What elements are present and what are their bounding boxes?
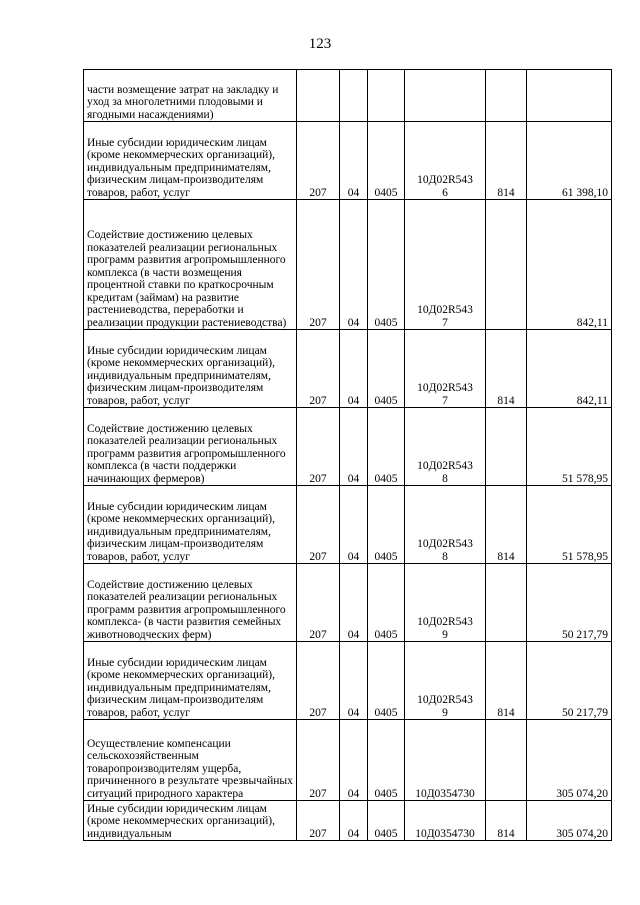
table-row: [84, 70, 612, 122]
table-row: [84, 330, 612, 408]
table-row: [84, 200, 612, 330]
row-amount: 305 074,20: [527, 720, 612, 801]
row-subsection-code: 0405: [368, 642, 405, 720]
row-amount: 51 578,95: [527, 486, 612, 564]
row-section-code: 04: [340, 330, 368, 408]
row-ministry-code: 207: [297, 801, 340, 841]
row-expense-type-code: [486, 200, 527, 330]
table-row: [84, 720, 612, 801]
row-expense-type-code: 814: [486, 330, 527, 408]
row-description: Иные субсидии юридическим лицам (кроме некоммерческих организаций), индивидуальным предпринимателям, физическим лицам-производителям товаров, работ, услуг: [84, 122, 297, 200]
row-amount: 842,11: [527, 330, 612, 408]
row-expense-type-code: 814: [486, 642, 527, 720]
row-description: части возмещение затрат на закладку и уход за многолетними плодовыми и ягодными насаждениями): [84, 70, 297, 122]
row-ministry-code: [297, 70, 340, 122]
page-number: 123: [308, 36, 332, 52]
code-line-2: 7: [442, 316, 448, 329]
row-target-article-code: [405, 122, 486, 200]
row-target-article-code: [405, 642, 486, 720]
row-amount: 51 578,95: [527, 408, 612, 486]
code-line-1: 10Д02R543: [417, 616, 473, 628]
row-expense-type-code: [486, 408, 527, 486]
row-section-code: 04: [340, 801, 368, 841]
code-line-2: 6: [442, 186, 448, 199]
row-target-article-code: [405, 200, 486, 330]
row-section-code: 04: [340, 408, 368, 486]
row-expense-type-code: [486, 70, 527, 122]
code-line-2: 9: [442, 628, 448, 641]
row-section-code: 04: [340, 200, 368, 330]
row-target-article-code: [405, 330, 486, 408]
code-line-1: 10Д02R543: [417, 304, 473, 316]
row-ministry-code: 207: [297, 200, 340, 330]
row-description: Содействие достижению целевых показателей реализации региональных программ развития агропромышленного комплекса (в части возмещения процентной ставки по краткосрочным кредитам (займам) на развитие растениеводства, переработки и реализации продукции растениеводства): [84, 200, 297, 330]
row-subsection-code: [368, 70, 405, 122]
row-ministry-code: 207: [297, 122, 340, 200]
row-description: Содействие достижению целевых показателей реализации региональных программ развития агропромышленного комплекса- (в части развития семейных животноводческих ферм): [84, 564, 297, 642]
row-subsection-code: 0405: [368, 408, 405, 486]
row-section-code: 04: [340, 486, 368, 564]
table-row: [84, 122, 612, 200]
row-expense-type-code: 814: [486, 486, 527, 564]
row-ministry-code: 207: [297, 720, 340, 801]
row-expense-type-code: [486, 720, 527, 801]
row-ministry-code: 207: [297, 330, 340, 408]
table-row: [84, 408, 612, 486]
code-line-1: 10Д0354730: [415, 827, 475, 840]
row-ministry-code: 207: [297, 408, 340, 486]
row-ministry-code: 207: [297, 564, 340, 642]
row-subsection-code: 0405: [368, 330, 405, 408]
table-row: [84, 564, 612, 642]
row-amount: 842,11: [527, 200, 612, 330]
table-row: [84, 801, 612, 841]
code-line-2: 8: [442, 472, 448, 485]
row-description: Иные субсидии юридическим лицам (кроме некоммерческих организаций), индивидуальным предпринимателям, физическим лицам-производителям товаров, работ, услуг: [84, 330, 297, 408]
budget-table-body: [84, 70, 612, 841]
row-section-code: 04: [340, 122, 368, 200]
row-ministry-code: 207: [297, 642, 340, 720]
row-target-article-code: [405, 70, 486, 122]
row-section-code: [340, 70, 368, 122]
row-target-article-code: [405, 801, 486, 841]
row-target-article-code: [405, 408, 486, 486]
code-line-1: 10Д02R543: [417, 382, 473, 394]
code-line-2: 8: [442, 550, 448, 563]
code-line-1: 10Д02R543: [417, 460, 473, 472]
code-line-1: 10Д02R543: [417, 174, 473, 186]
row-target-article-code: [405, 720, 486, 801]
code-line-1: 10Д02R543: [417, 538, 473, 550]
row-section-code: 04: [340, 642, 368, 720]
row-expense-type-code: 814: [486, 801, 527, 841]
row-expense-type-code: [486, 564, 527, 642]
code-line-2: 9: [442, 706, 448, 719]
row-section-code: 04: [340, 564, 368, 642]
budget-table: [83, 69, 612, 841]
row-target-article-code: [405, 486, 486, 564]
row-description: Осуществление компенсации сельскохозяйственным товаропроизводителям ущерба, причиненного в результате чрезвычайных ситуаций природного характера: [84, 720, 297, 801]
row-expense-type-code: 814: [486, 122, 527, 200]
row-subsection-code: 0405: [368, 801, 405, 841]
row-subsection-code: 0405: [368, 122, 405, 200]
row-description: Иные субсидии юридическим лицам (кроме некоммерческих организаций), индивидуальным предпринимателям, физическим лицам-производителям товаров, работ, услуг: [84, 486, 297, 564]
row-description: Содействие достижению целевых показателей реализации региональных программ развития агропромышленного комплекса (в части поддержки начинающих фермеров): [84, 408, 297, 486]
row-description: Иные субсидии юридическим лицам (кроме некоммерческих организаций), индивидуальным: [84, 801, 297, 841]
row-target-article-code: [405, 564, 486, 642]
row-subsection-code: 0405: [368, 720, 405, 801]
row-subsection-code: 0405: [368, 564, 405, 642]
code-line-1: 10Д0354730: [415, 787, 475, 800]
row-subsection-code: 0405: [368, 486, 405, 564]
row-section-code: 04: [340, 720, 368, 801]
row-subsection-code: 0405: [368, 200, 405, 330]
code-line-2: 7: [442, 394, 448, 407]
code-line-1: 10Д02R543: [417, 694, 473, 706]
table-row: [84, 486, 612, 564]
row-amount: [527, 70, 612, 122]
row-amount: 61 398,10: [527, 122, 612, 200]
row-amount: 305 074,20: [527, 801, 612, 841]
table-row: [84, 642, 612, 720]
row-ministry-code: 207: [297, 486, 340, 564]
row-amount: 50 217,79: [527, 642, 612, 720]
row-description: Иные субсидии юридическим лицам (кроме некоммерческих организаций), индивидуальным предпринимателям, физическим лицам-производителям товаров, работ, услуг: [84, 642, 297, 720]
row-amount: 50 217,79: [527, 564, 612, 642]
